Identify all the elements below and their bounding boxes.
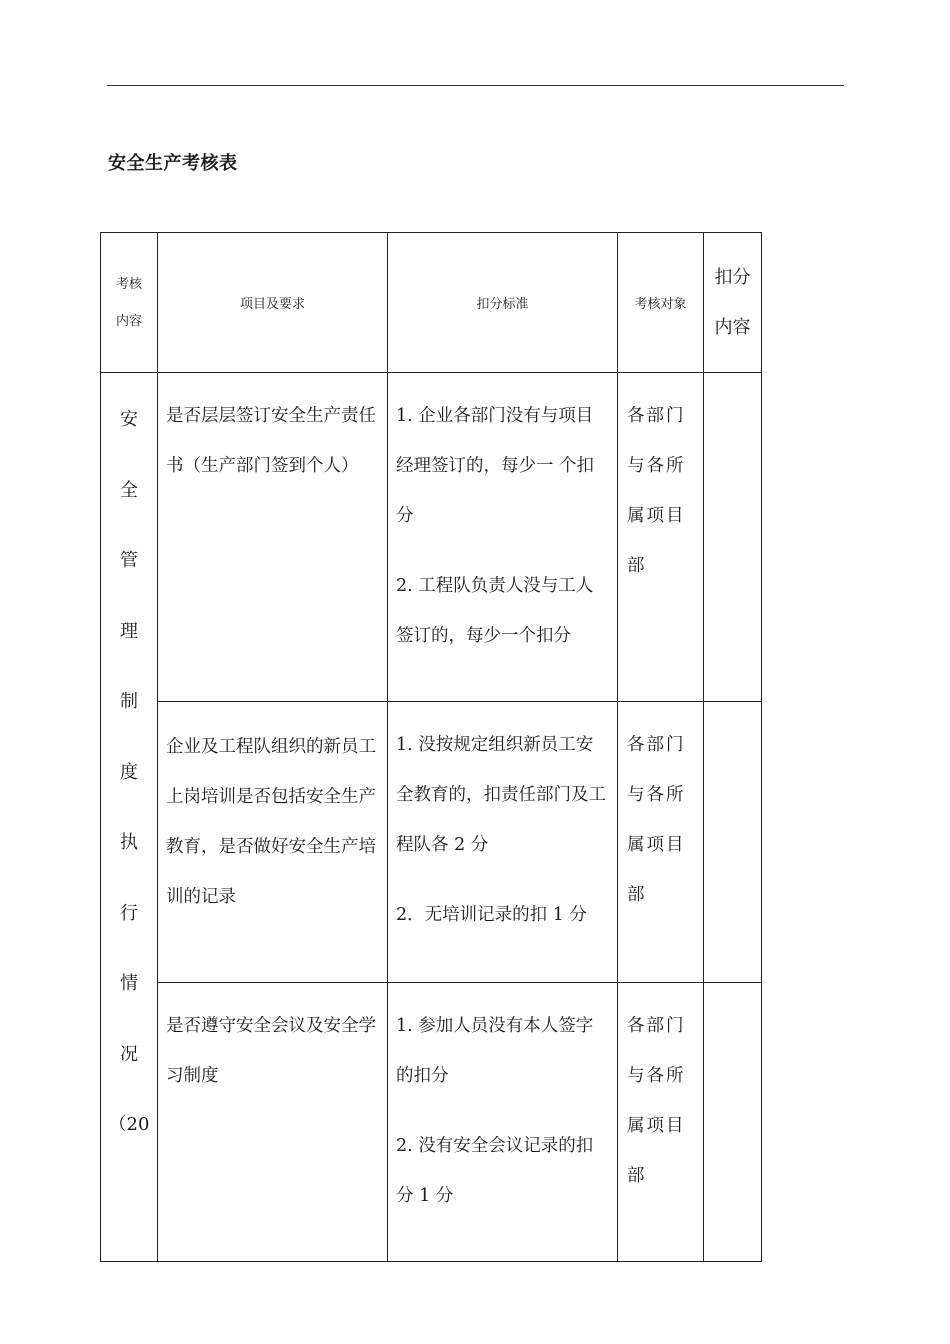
header-deduction: [704, 233, 762, 373]
table-row: [101, 373, 762, 702]
header-deduction-line2: 内容: [714, 316, 751, 338]
target-cell: 各部门与各所属项目部: [618, 373, 704, 702]
category-char: 全: [120, 479, 138, 501]
header-content-line2: 内容: [115, 313, 142, 329]
category-char: 执: [120, 832, 138, 853]
header-items: 项目及要求: [158, 233, 388, 373]
category-char: 安: [120, 409, 138, 430]
requirement-cell: 是否遵守安全会议及安全学习制度: [158, 983, 388, 1262]
category-char: 管: [120, 550, 138, 571]
criteria-item: 2．无培训记录的扣 1 分: [396, 905, 587, 925]
category-char: （20: [108, 1114, 150, 1135]
requirement-cell: 是否层层签订安全生产责任书（生产部门签到个人）: [158, 373, 388, 702]
table-row: [101, 983, 762, 1262]
header-criteria: 扣分标准: [388, 233, 618, 373]
deduction-cell: [704, 373, 762, 702]
category-char: 情: [120, 973, 138, 994]
category-char: 制: [120, 691, 138, 712]
criteria-cell: [388, 373, 618, 702]
header-deduction-line1: 扣分: [714, 266, 751, 288]
target-cell: 各部门与各所属项目部: [618, 702, 704, 983]
category-char: 度: [120, 761, 138, 783]
assessment-table: [100, 232, 762, 1262]
category-char: 行: [120, 902, 138, 924]
header-row: [101, 233, 762, 373]
category-char: 理: [120, 620, 138, 642]
header-content: [101, 233, 158, 373]
deduction-cell: [704, 983, 762, 1262]
table-row: [101, 702, 762, 983]
deduction-cell: [704, 702, 762, 983]
target-cell: 各部门与各所属项目部: [618, 983, 704, 1262]
criteria-cell: [388, 702, 618, 983]
header-target: 考核对象: [618, 233, 704, 373]
criteria-item: 2. 没有安全会议记录的扣分 1 分: [396, 1136, 594, 1206]
header-content-line1: 考核: [115, 276, 142, 292]
criteria-cell: [388, 983, 618, 1262]
criteria-item: 1. 企业各部门没有与项目经理签订的，每少一 个扣分: [396, 406, 595, 526]
category-text: [101, 405, 157, 1181]
requirement-cell: 企业及工程队组织的新员工上岗培训是否包括安全生产教育，是否做好安全生产培训的记录: [158, 702, 388, 983]
document-title: 安全生产考核表: [108, 153, 238, 174]
criteria-item: 1. 没按规定组织新员工安全教育的，扣责任部门及工程队各 2 分: [396, 735, 606, 855]
criteria-item: 1. 参加人员没有本人签字的扣分: [396, 1016, 594, 1086]
category-char: 况: [120, 1043, 138, 1065]
criteria-item: 2. 工程队负责人没与工人签订的，每少一个扣分: [396, 576, 594, 646]
header-rule: [107, 85, 844, 86]
category-cell: [101, 373, 158, 1262]
